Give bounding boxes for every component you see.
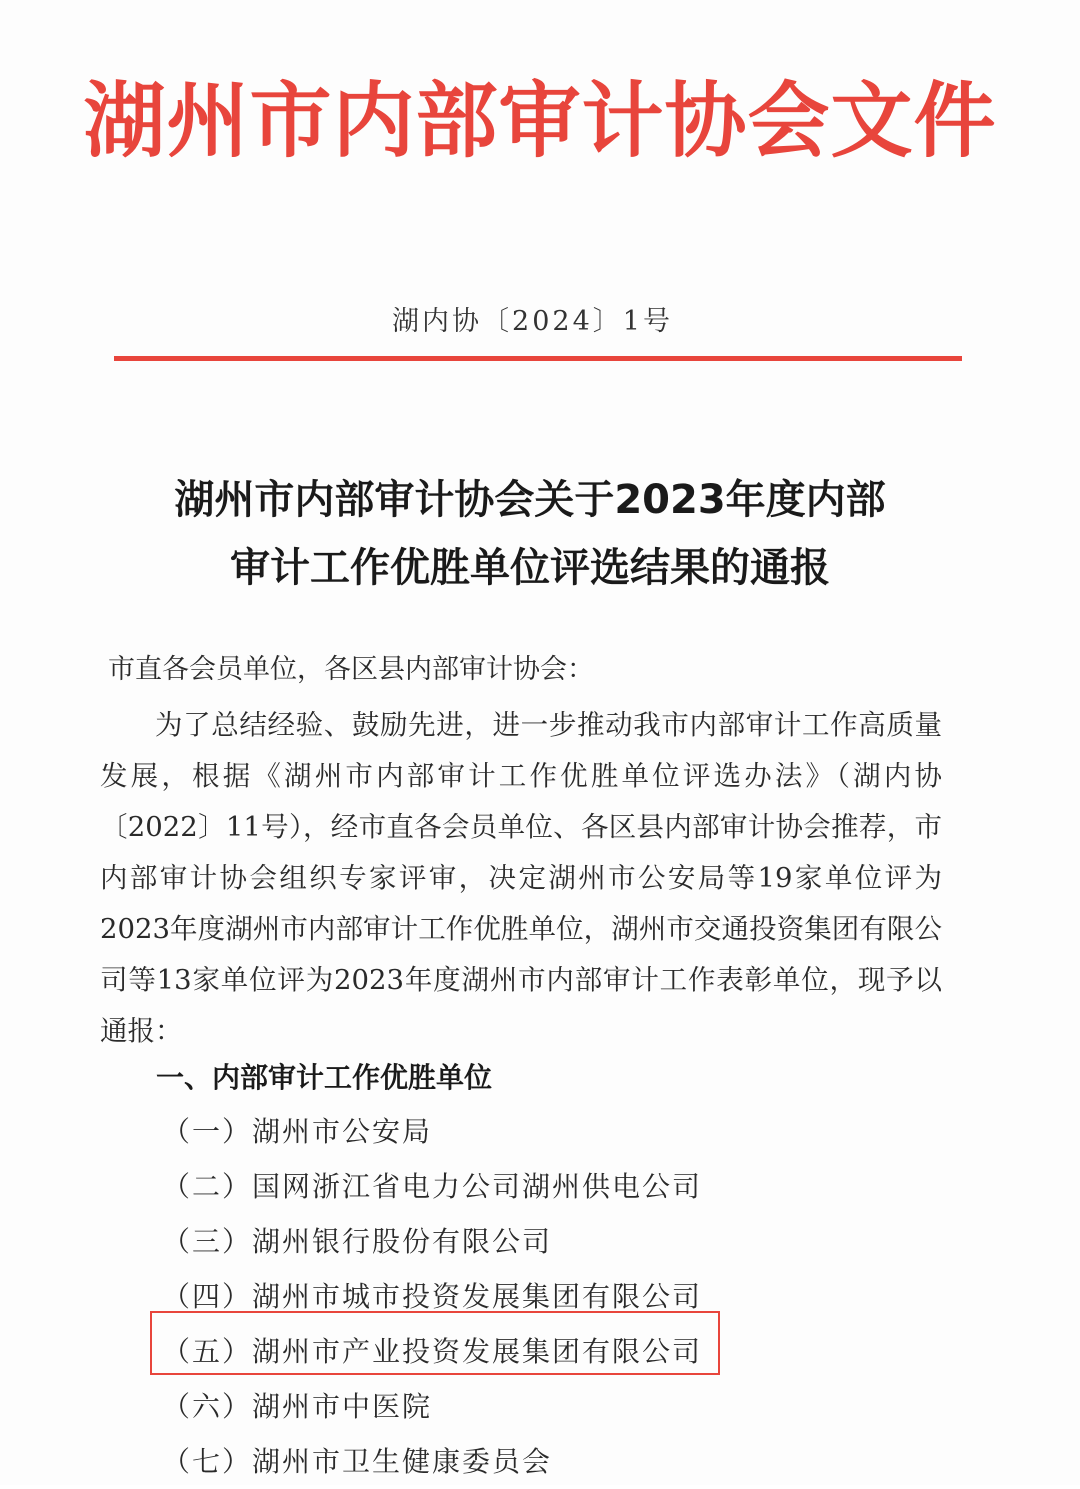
unit-list-item: （四）湖州市城市投资发展集团有限公司 xyxy=(162,1280,703,1313)
unit-list-item-highlighted: （五）湖州市产业投资发展集团有限公司 xyxy=(162,1335,703,1368)
notice-title-line-2: 审计工作优胜单位评选结果的通报 xyxy=(230,545,830,591)
red-divider-line xyxy=(114,356,962,361)
document-number: 湖内协〔2024〕1号 xyxy=(392,306,673,337)
unit-list-item: （七）湖州市卫生健康委员会 xyxy=(162,1445,553,1478)
unit-list-item: （三）湖州银行股份有限公司 xyxy=(162,1225,553,1258)
masthead-title: 湖州市内部审计协会文件 xyxy=(83,74,997,169)
unit-list-item: （一）湖州市公安局 xyxy=(162,1115,433,1148)
salutation: 市直各会员单位，各区县内部审计协会： xyxy=(108,654,594,685)
highlight-box xyxy=(150,1311,720,1375)
notice-title-line-1: 湖州市内部审计协会关于2023年度内部 xyxy=(174,477,886,523)
unit-list-item: （六）湖州市中医院 xyxy=(162,1390,433,1423)
unit-list xyxy=(162,1104,702,1489)
body-paragraph: 为了总结经验、鼓励先进，进一步推动我市内部审计工作高质量发展，根据《湖州市内部审计工作优胜单位评选办法》（湖内协〔2022〕11号），经市直各会员单位、各区县内部审计协会推荐，市内部审计协会组织专家评审，决定湖州市公安局等19家单位评为2023年度湖州市内部审计工作优胜单位，湖州市交通投资集团有限公司等13家单位评为2023年度湖州市内部审计工作表彰单位，现予以通报： xyxy=(100,709,942,1047)
unit-list-item: （二）国网浙江省电力公司湖州供电公司 xyxy=(162,1170,703,1203)
section-heading: 一、内部审计工作优胜单位 xyxy=(156,1061,493,1094)
notice-title xyxy=(0,466,1060,602)
